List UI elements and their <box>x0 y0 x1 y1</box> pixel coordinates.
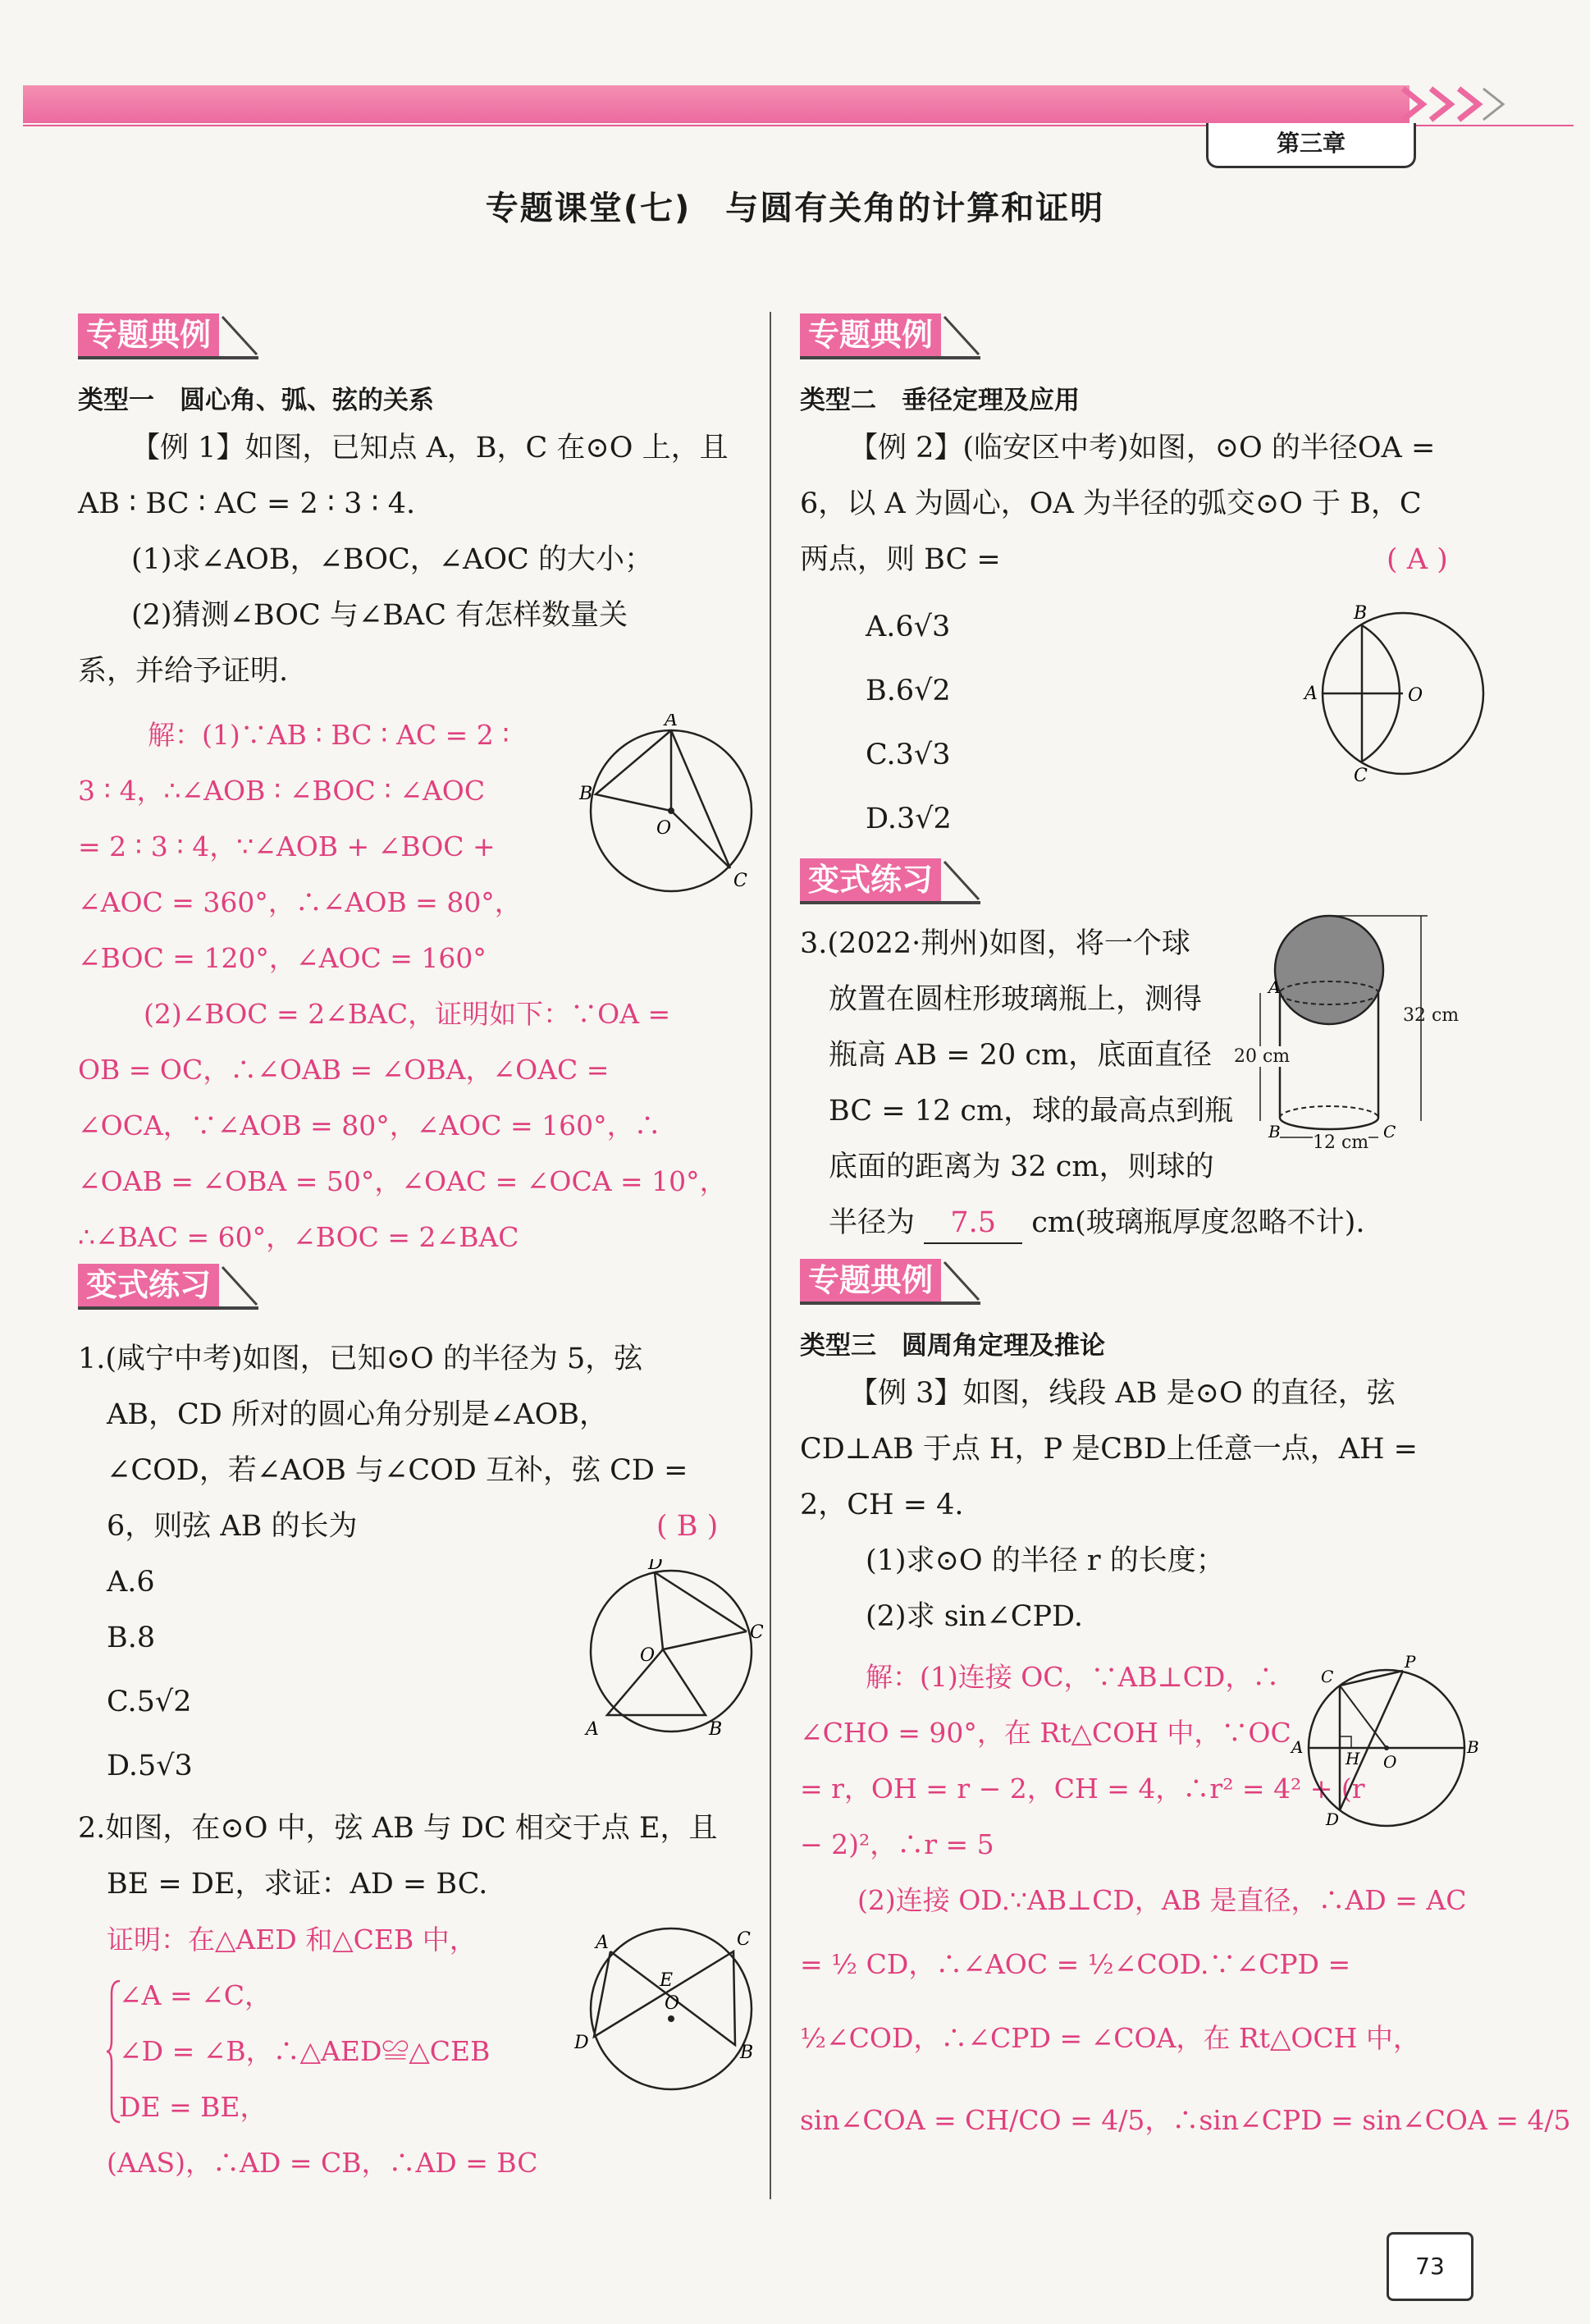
example3-line: 2，CH = 4. <box>800 1489 964 1521</box>
problem1-line: ∠COD，若∠AOB 与∠COD 互补，弦 CD = <box>107 1454 688 1487</box>
solution3-line: (2)连接 OD.∵AB⊥CD，AB 是直径，∴AD = AC <box>857 1884 1467 1916</box>
page-number: 73 <box>1387 2232 1473 2301</box>
svg-text:C: C <box>737 1929 751 1950</box>
solution3-line: − 2)²，∴r = 5 <box>800 1828 994 1860</box>
svg-text:A: A <box>665 714 678 730</box>
problem3-answer-blank: 7.5 <box>924 1203 1022 1244</box>
svg-text:O: O <box>640 1645 656 1666</box>
solution1-line: ∠BOC = 120°，∠AOC = 160° <box>78 942 487 974</box>
example2-line: 两点，则 BC = <box>800 543 1001 576</box>
svg-text:E: E <box>660 1970 674 1991</box>
solution3-line: 解：(1)连接 OC，∵AB⊥CD，∴ <box>866 1661 1280 1693</box>
page-title: 专题课堂(七) 与圆有关角的计算和证明 <box>485 190 1105 227</box>
example1-line1: 【例 1】如图，已知点 A，B，C 在⊙O 上，且 <box>131 432 729 464</box>
solution1-line: ∴∠BAC = 60°，∠BOC = 2∠BAC <box>78 1221 519 1253</box>
example3-q1: (1)求⊙O 的半径 r 的长度； <box>866 1544 1225 1577</box>
example2-line: 6，以 A 为圆心，OA 为半径的弧交⊙O 于 B，C <box>800 487 1422 520</box>
svg-text:B: B <box>709 1719 723 1740</box>
svg-text:A: A <box>596 1933 609 1953</box>
type-heading-2: 类型二 垂径定理及应用 <box>800 386 1080 415</box>
svg-text:P: P <box>1405 1652 1416 1672</box>
label-32cm: 32 cm <box>1403 1005 1460 1026</box>
example2-option: A.6√3 <box>866 611 951 643</box>
label-12cm: 12 cm <box>1313 1132 1369 1153</box>
section-tag-practice-1: 变式练习 <box>78 1264 258 1310</box>
figure-problem1 <box>574 1559 763 1751</box>
solution3-line: sin∠COA = CH/CO = 4/5，∴sin∠CPD = sin∠COA = 4/5 <box>800 2104 1571 2136</box>
proof2-line: DE = BE， <box>119 2091 267 2123</box>
svg-text:O: O <box>1383 1752 1397 1772</box>
example1-q1: (1)求∠AOB，∠BOC，∠AOC 的大小； <box>131 543 653 576</box>
solution1-line: 解：(1)∵AB ∶ BC ∶ AC = 2 ∶ <box>148 719 509 751</box>
solution1-line: = 2 ∶ 3 ∶ 4，∵∠AOB + ∠BOC + <box>78 830 496 862</box>
svg-text:A: A <box>1304 684 1318 704</box>
type-heading-1: 类型一 圆心角、弧、弦的关系 <box>78 386 434 415</box>
problem3-suffix: cm(玻璃瓶厚度忽略不计). <box>1031 1206 1365 1239</box>
example3-line: 【例 3】如图，线段 AB 是⊙O 的直径，弦 <box>849 1377 1396 1410</box>
svg-text:H: H <box>1346 1749 1360 1768</box>
figure-example2 <box>1288 599 1485 791</box>
problem1-option: B.8 <box>107 1622 156 1654</box>
problem3-prefix: 半径为 <box>829 1206 916 1239</box>
svg-text:B: B <box>1354 603 1368 624</box>
svg-text:D: D <box>1326 1809 1340 1829</box>
svg-text:B: B <box>1268 1122 1281 1141</box>
problem2-line: BE = DE，求证：AD = BC. <box>107 1868 488 1901</box>
svg-text:D: D <box>574 2033 589 2053</box>
solution1-line: ∠OCA，∵∠AOB = 80°，∠AOC = 160°，∴ <box>78 1109 661 1141</box>
type-heading-3: 类型三 圆周角定理及推论 <box>800 1331 1105 1361</box>
svg-text:A: A <box>586 1719 599 1740</box>
solution3-line: ∠CHO = 90°，在 Rt△COH 中，∵OC <box>800 1717 1291 1749</box>
example2-option: D.3√2 <box>866 803 952 835</box>
svg-text:B: B <box>1467 1737 1479 1757</box>
chapter-tab: 第三章 <box>1206 123 1416 168</box>
figure-example3 <box>1288 1649 1485 1850</box>
section-tag-examples-2: 专题典例 <box>800 313 980 359</box>
svg-text:C: C <box>1383 1122 1396 1141</box>
problem3-line: 3.(2022·荆州)如图，将一个球 <box>800 927 1190 960</box>
svg-text:C: C <box>1321 1667 1334 1686</box>
figure-problem3 <box>1231 911 1501 1160</box>
svg-text:O: O <box>665 1993 680 2014</box>
proof2-line: ∠A = ∠C， <box>119 1979 272 2011</box>
problem1-line: 1.(咸宁中考)如图，已知⊙O 的半径为 5，弦 <box>78 1343 643 1375</box>
solution1-line: ∠AOC = 360°，∴∠AOB = 80°， <box>78 886 522 918</box>
example2-answer: ( A ) <box>1387 543 1448 576</box>
svg-text:C: C <box>750 1622 763 1643</box>
solution3-line: = r，OH = r − 2，CH = 4，∴r² = 4² + (r <box>800 1773 1365 1805</box>
problem1-answer: ( B ) <box>656 1510 719 1543</box>
example3-line: CD⊥AB 于点 H，P 是CBD上任意一点，AH = <box>800 1433 1419 1466</box>
example2-line: 【例 2】(临安区中考)如图，⊙O 的半径OA = <box>849 432 1436 464</box>
problem1-option: C.5√2 <box>107 1686 192 1718</box>
svg-text:B: B <box>579 784 593 804</box>
example1-q2b: 系，并给予证明. <box>78 655 289 688</box>
svg-text:O: O <box>656 818 672 839</box>
example3-q2: (2)求 sin∠CPD. <box>866 1600 1083 1633</box>
example2-option: B.6√2 <box>866 675 951 707</box>
proof2-line: (AAS)，∴AD = CB，∴AD = BC <box>107 2147 538 2179</box>
svg-text:C: C <box>733 871 747 891</box>
svg-text:A: A <box>1291 1737 1304 1757</box>
example1-line2: AB ∶ BC ∶ AC = 2 ∶ 3 ∶ 4. <box>78 487 416 520</box>
svg-text:C: C <box>1354 766 1368 786</box>
problem3-line: 瓶高 AB = 20 cm，底面直径 <box>829 1039 1213 1072</box>
problem3-line-last <box>829 1195 1365 1251</box>
svg-text:A: A <box>1268 977 1281 997</box>
problem1-line: 6，则弦 AB 的长为 <box>107 1510 358 1543</box>
proof2-line: ∠D = ∠B，∴△AED≌△CEB <box>119 2035 491 2067</box>
figure-problem2 <box>574 1912 763 2104</box>
example2-option: C.3√3 <box>866 739 951 771</box>
problem1-line: AB，CD 所对的圆心角分别是∠AOB， <box>107 1398 608 1431</box>
problem1-option: A.6 <box>107 1566 155 1599</box>
solution1-line: (2)∠BOC = 2∠BAC，证明如下：∵OA = <box>144 998 671 1030</box>
problem3-line: 底面的距离为 32 cm，则球的 <box>829 1151 1214 1183</box>
section-tag-examples-3: 专题典例 <box>800 1259 980 1305</box>
solution1-line: OB = OC，∴∠OAB = ∠OBA，∠OAC = <box>78 1054 610 1086</box>
solution3-line: = ½ CD，∴∠AOC = ½∠COD.∵∠CPD = <box>800 1948 1351 1980</box>
svg-text:D: D <box>648 1559 663 1574</box>
figure-example1 <box>574 714 763 914</box>
problem2-line: 2.如图，在⊙O 中，弦 AB 与 DC 相交于点 E，且 <box>78 1812 718 1845</box>
column-divider <box>770 312 771 2199</box>
problem3-line: BC = 12 cm，球的最高点到瓶 <box>829 1095 1234 1128</box>
label-20cm: 20 cm <box>1234 1046 1291 1067</box>
section-tag-practice-2: 变式练习 <box>800 858 980 904</box>
header-banner <box>23 85 1410 123</box>
solution1-line: 3 ∶ 4，∴∠AOB ∶ ∠BOC ∶ ∠AOC <box>78 775 486 807</box>
section-tag-examples-1: 专题典例 <box>78 313 258 359</box>
example1-q2a: (2)猜测∠BOC 与∠BAC 有怎样数量关 <box>131 599 628 632</box>
svg-text:O: O <box>1408 685 1423 706</box>
solution3-line: ½∠COD，∴∠CPD = ∠COA，在 Rt△OCH 中， <box>800 2022 1420 2054</box>
solution1-line: ∠OAB = ∠OBA = 50°，∠OAC = ∠OCA = 10°， <box>78 1165 727 1197</box>
problem1-option: D.5√3 <box>107 1750 193 1782</box>
problem3-line: 放置在圆柱形玻璃瓶上，测得 <box>829 983 1203 1016</box>
proof2-line: 证明：在△AED 和△CEB 中， <box>107 1924 477 1956</box>
svg-text:B: B <box>740 2043 754 2063</box>
